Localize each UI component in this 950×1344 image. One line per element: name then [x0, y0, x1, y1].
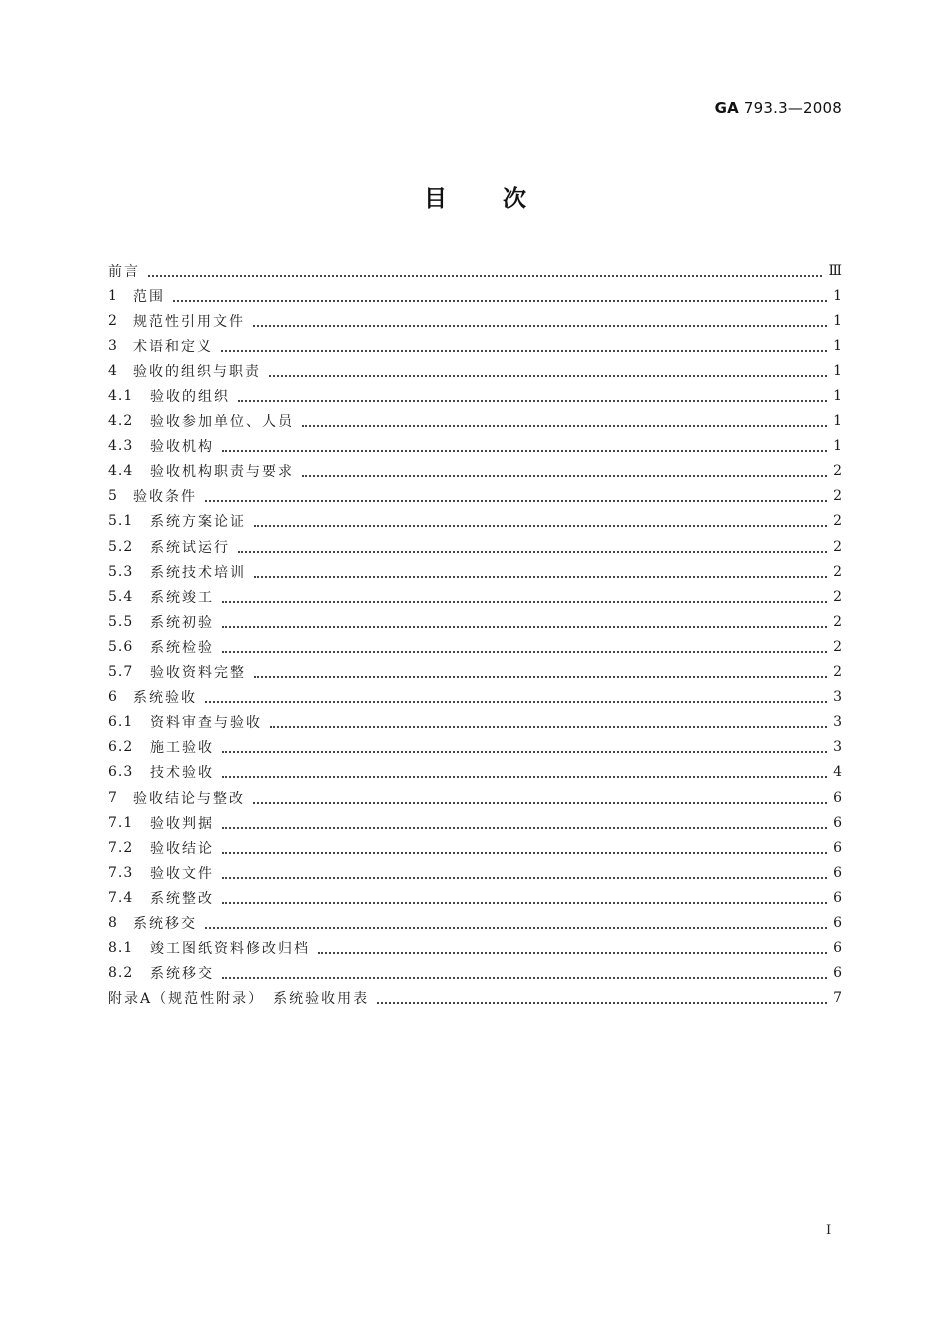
table-of-contents: [108, 258, 842, 1011]
toc-leader-dots: [253, 311, 827, 327]
toc-entry-page: 3: [833, 689, 842, 706]
page-title: 目次: [424, 186, 582, 212]
toc-entry-number: 1: [108, 287, 118, 304]
toc-leader-dots: [222, 737, 827, 753]
toc-entry-number: 4.4: [108, 463, 134, 480]
toc-leader-dots: [253, 788, 827, 804]
toc-entry[interactable]: [108, 835, 842, 860]
toc-entry-number: 8.1: [108, 940, 134, 957]
toc-entry-label: 规范性引用文件: [133, 313, 245, 330]
toc-leader-dots: [238, 537, 827, 553]
toc-entry-number: 7.2: [108, 839, 134, 856]
toc-entry-page: 3: [833, 714, 842, 731]
toc-entry-label: 系统整改: [150, 890, 214, 907]
toc-entry-label: 附录A（规范性附录） 系统验收用表: [108, 991, 370, 1008]
toc-leader-dots: [205, 687, 827, 703]
toc-entry[interactable]: [108, 559, 842, 584]
toc-leader-dots: [222, 637, 827, 653]
toc-entry-page: 1: [833, 413, 842, 430]
toc-entry-number: 6.1: [108, 714, 134, 731]
toc-entry-page: 1: [833, 388, 842, 405]
standard-code: [715, 99, 842, 117]
toc-entry-number: 8: [108, 914, 118, 931]
toc-entry-page: 2: [833, 638, 842, 655]
toc-leader-dots: [222, 888, 827, 904]
toc-entry-label: 系统竣工: [150, 589, 214, 606]
toc-entry[interactable]: [108, 634, 842, 659]
toc-entry-page: 1: [833, 362, 842, 379]
toc-entry-label: 验收机构职责与要求: [150, 464, 294, 481]
toc-entry-label: 施工验收: [150, 740, 214, 757]
toc-entry-label: 系统初验: [150, 614, 214, 631]
toc-entry[interactable]: [108, 308, 842, 333]
toc-entry-page: 1: [833, 438, 842, 455]
toc-leader-dots: [254, 511, 827, 527]
toc-entry[interactable]: [108, 910, 842, 935]
toc-entry-label: 验收的组织: [150, 389, 230, 406]
toc-entry-page: 7: [833, 990, 842, 1007]
toc-leader-dots: [222, 436, 827, 452]
toc-leader-dots: [205, 486, 827, 502]
toc-entry-label: 系统试运行: [150, 539, 230, 556]
toc-entry[interactable]: [108, 961, 842, 986]
toc-entry[interactable]: [108, 584, 842, 609]
toc-entry-page: 2: [833, 463, 842, 480]
toc-entry-label: 资料审查与验收: [150, 715, 262, 732]
toc-leader-dots: [148, 261, 822, 277]
toc-entry-label: 验收的组织与职责: [133, 363, 261, 380]
toc-entry-label: 术语和定义: [133, 338, 213, 355]
toc-entry[interactable]: [108, 609, 842, 634]
toc-entry-page: 2: [833, 563, 842, 580]
toc-leader-dots: [318, 938, 827, 954]
toc-entry-page: Ⅲ: [828, 262, 842, 279]
toc-entry[interactable]: [108, 484, 842, 509]
toc-leader-dots: [205, 913, 827, 929]
toc-leader-dots: [254, 562, 827, 578]
toc-entry-number: 5.1: [108, 513, 134, 530]
toc-leader-dots: [269, 361, 827, 377]
toc-entry-number: 5.2: [108, 538, 134, 555]
toc-entry[interactable]: [108, 885, 842, 910]
toc-leader-dots: [222, 612, 827, 628]
toc-entry-page: 6: [833, 814, 842, 831]
toc-leader-dots: [377, 988, 827, 1004]
toc-entry[interactable]: [108, 459, 842, 484]
toc-leader-dots: [222, 762, 827, 778]
toc-entry[interactable]: [108, 409, 842, 434]
toc-entry-label: 系统检验: [150, 639, 214, 656]
toc-entry-label: 验收参加单位、人员: [150, 414, 294, 431]
toc-entry-number: 5.5: [108, 613, 134, 630]
toc-entry-number: 4: [108, 362, 118, 379]
toc-entry-page: 2: [833, 513, 842, 530]
toc-entry-label: 验收结论与整改: [133, 790, 245, 807]
toc-entry-number: 4.2: [108, 413, 134, 430]
toc-entry-label: 前言: [108, 263, 140, 280]
toc-entry-page: 1: [833, 312, 842, 329]
toc-entry-number: 3: [108, 337, 118, 354]
toc-entry-page: 6: [833, 789, 842, 806]
toc-entry-page: 1: [833, 287, 842, 304]
toc-entry-label: 验收文件: [150, 865, 214, 882]
toc-entry-number: 5.7: [108, 664, 134, 681]
toc-leader-dots: [221, 336, 827, 352]
toc-entry-label: 系统方案论证: [150, 514, 246, 531]
toc-entry[interactable]: [108, 434, 842, 459]
toc-entry-label: 系统移交: [150, 966, 214, 983]
toc-leader-dots: [270, 712, 827, 728]
toc-entry-label: 范围: [133, 288, 165, 305]
toc-entry[interactable]: [108, 685, 842, 710]
toc-entry[interactable]: [108, 660, 842, 685]
toc-entry-number: 5.3: [108, 563, 134, 580]
toc-entry-page: 6: [833, 839, 842, 856]
toc-entry-page: 6: [833, 914, 842, 931]
toc-entry-page: 2: [833, 613, 842, 630]
toc-leader-dots: [302, 411, 827, 427]
toc-entry-number: 5.4: [108, 588, 134, 605]
toc-entry-number: 4.3: [108, 438, 134, 455]
toc-entry[interactable]: [108, 810, 842, 835]
toc-entry-page: 2: [833, 538, 842, 555]
toc-entry-page: 6: [833, 864, 842, 881]
toc-entry-page: 6: [833, 940, 842, 957]
toc-entry-number: 5: [108, 488, 118, 505]
toc-entry[interactable]: [108, 509, 842, 534]
toc-leader-dots: [222, 963, 827, 979]
toc-entry-label: 验收资料完整: [150, 665, 246, 682]
toc-entry-label: 验收条件: [133, 489, 197, 506]
toc-entry-label: 验收结论: [150, 840, 214, 857]
toc-leader-dots: [302, 461, 827, 477]
toc-leader-dots: [254, 662, 827, 678]
toc-entry-number: 8.2: [108, 965, 134, 982]
toc-leader-dots: [222, 813, 827, 829]
toc-entry-page: 1: [833, 337, 842, 354]
toc-entry-label: 验收判据: [150, 815, 214, 832]
toc-entry[interactable]: [108, 986, 842, 1011]
toc-leader-dots: [222, 838, 827, 854]
toc-entry-page: 6: [833, 965, 842, 982]
toc-entry-number: 7.3: [108, 864, 134, 881]
toc-leader-dots: [238, 386, 827, 402]
toc-entry-number: 7.4: [108, 889, 134, 906]
toc-entry-page: 3: [833, 739, 842, 756]
toc-leader-dots: [222, 587, 827, 603]
toc-entry[interactable]: [108, 860, 842, 885]
toc-entry-page: 2: [833, 664, 842, 681]
toc-entry-number: 6: [108, 689, 118, 706]
toc-entry-page: 4: [833, 764, 842, 781]
toc-entry-number: 6.2: [108, 739, 134, 756]
toc-entry-page: 2: [833, 588, 842, 605]
toc-entry-page: 6: [833, 889, 842, 906]
toc-entry[interactable]: [108, 258, 842, 283]
toc-entry[interactable]: [108, 283, 842, 308]
toc-entry[interactable]: [108, 383, 842, 408]
toc-entry[interactable]: [108, 785, 842, 810]
toc-leader-dots: [222, 863, 827, 879]
toc-entry-label: 系统移交: [133, 915, 197, 932]
standard-prefix: GA: [714, 99, 739, 117]
toc-entry[interactable]: [108, 735, 842, 760]
toc-entry[interactable]: [108, 358, 842, 383]
toc-entry-label: 系统验收: [133, 690, 197, 707]
standard-number: 793.3—2008: [738, 99, 842, 117]
toc-entry-label: 系统技术培训: [150, 564, 246, 581]
toc-entry[interactable]: [108, 534, 842, 559]
toc-entry-page: 2: [833, 488, 842, 505]
toc-entry[interactable]: [108, 936, 842, 961]
toc-entry-number: 7: [108, 789, 118, 806]
toc-entry-number: 2: [108, 312, 118, 329]
toc-entry[interactable]: [108, 710, 842, 735]
toc-entry-number: 6.3: [108, 764, 134, 781]
toc-entry-number: 7.1: [108, 814, 134, 831]
toc-entry-number: 4.1: [108, 388, 134, 405]
toc-entry-label: 验收机构: [150, 439, 214, 456]
toc-leader-dots: [173, 286, 827, 302]
toc-entry[interactable]: [108, 333, 842, 358]
page-number: I: [826, 1223, 832, 1238]
toc-entry[interactable]: [108, 760, 842, 785]
toc-entry-label: 竣工图纸资料修改归档: [150, 941, 310, 958]
toc-entry-number: 5.6: [108, 638, 134, 655]
toc-entry-label: 技术验收: [150, 765, 214, 782]
